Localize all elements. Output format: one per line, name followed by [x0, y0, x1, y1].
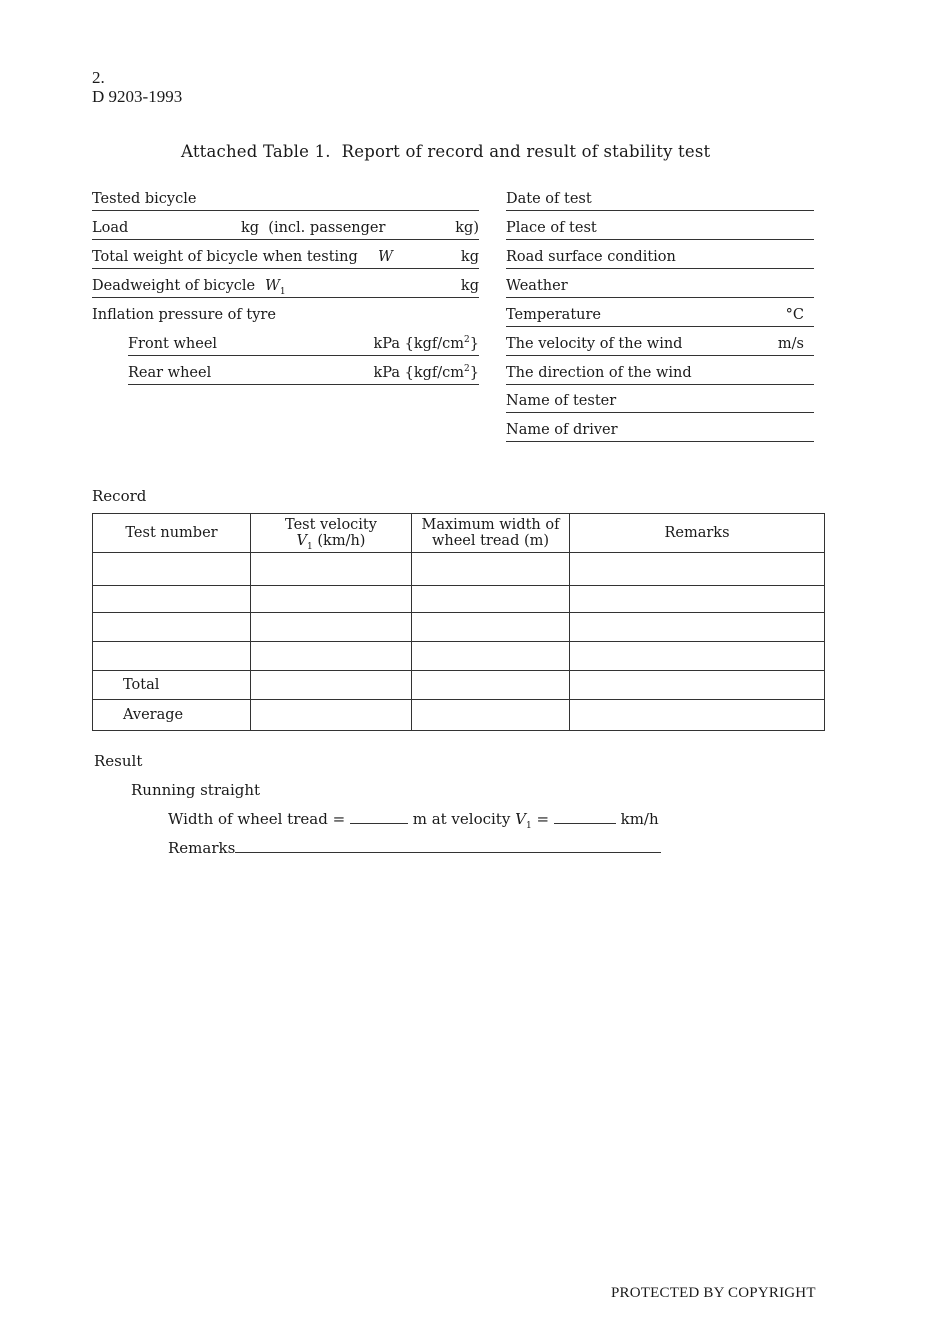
table-row [93, 553, 825, 586]
record-table [92, 513, 825, 731]
road-label: Road surface condition [506, 249, 676, 265]
page-title: Attached Table 1. Report of record and result of stability test [181, 142, 711, 161]
rear-pressure-close: } [469, 365, 479, 381]
result-remarks-line [168, 839, 661, 857]
total-weight-row [92, 246, 479, 269]
rear-pressure-unit: kPa {kgf/cm [373, 365, 465, 381]
date-label: Date of test [506, 191, 592, 207]
col-test-velocity [251, 514, 412, 553]
driver-label: Name of driver [506, 422, 618, 438]
tester-row [506, 390, 814, 413]
front-wheel-label: Front wheel [128, 336, 218, 352]
weather-row [506, 275, 814, 298]
date-row [506, 188, 814, 211]
width-of-tread-line [168, 810, 659, 831]
load-row [92, 217, 479, 240]
standard-code: D 9203-1993 [92, 87, 183, 106]
road-row [506, 246, 814, 269]
load-label: Load [92, 220, 129, 236]
running-straight-label: Running straight [131, 781, 261, 799]
front-pressure-sup: 2 [464, 335, 470, 346]
total-weight-unit: kg [460, 249, 479, 265]
place-row [506, 217, 814, 240]
total-row [93, 671, 825, 700]
driver-row [506, 419, 814, 442]
result-remarks-label: Remarks [168, 839, 236, 857]
temperature-label: Temperature [506, 307, 601, 323]
table-row [93, 613, 825, 642]
front-pressure-close: } [469, 336, 479, 352]
col-velocity-sub: 1 [307, 541, 313, 552]
weather-label: Weather [506, 278, 568, 294]
inflation-row [92, 304, 479, 326]
tester-label: Name of tester [506, 393, 617, 409]
table-header-row [93, 514, 825, 553]
temperature-unit: °C [785, 307, 804, 323]
rear-pressure-sup: 2 [464, 364, 470, 375]
width-blank [350, 823, 408, 824]
wind-direction-label: The direction of the wind [506, 365, 692, 381]
record-label: Record [92, 487, 147, 505]
front-pressure-unit: kPa {kgf/cm [373, 336, 465, 352]
page-number: 2. [92, 68, 105, 87]
deadweight-var: W [265, 278, 280, 294]
front-wheel-row [128, 333, 479, 356]
col-test-number: Test number [93, 514, 251, 553]
table-row [93, 586, 825, 613]
at-velocity-text: m at velocity [412, 810, 511, 828]
col-velocity-unit: (km/h) [317, 533, 366, 549]
total-weight-var: W [378, 249, 393, 265]
wind-direction-row [506, 362, 814, 385]
load-kg-passenger: kg (incl. passenger [241, 220, 386, 236]
average-row [93, 700, 825, 731]
col-velocity-var: V [296, 533, 308, 549]
average-label: Average [93, 700, 251, 731]
place-label: Place of test [506, 220, 597, 236]
copyright-notice: PROTECTED BY COPYRIGHT [611, 1285, 816, 1301]
rear-wheel-label: Rear wheel [128, 365, 212, 381]
velocity-blank [554, 823, 616, 824]
inflation-label: Inflation pressure of tyre [92, 307, 276, 323]
col-velocity-line1: Test velocity [285, 517, 377, 533]
col-remarks: Remarks [570, 514, 825, 553]
deadweight-unit: kg [460, 278, 479, 294]
equals-sign: = [536, 810, 550, 828]
load-kg-end: kg) [455, 220, 479, 236]
width-text: Width of wheel tread = [168, 810, 346, 828]
wind-velocity-unit: m/s [777, 336, 804, 352]
col-width-line2: wheel tread (m) [431, 533, 550, 549]
tested-bicycle-label: Tested bicycle [92, 191, 197, 207]
wind-velocity-row [506, 333, 814, 356]
wind-velocity-label: The velocity of the wind [506, 336, 683, 352]
deadweight-label: Deadweight of bicycle [92, 278, 256, 294]
total-weight-label: Total weight of bicycle when testing [92, 249, 358, 265]
total-label: Total [93, 671, 251, 700]
rear-wheel-row [128, 362, 479, 385]
col-width-line1: Maximum width of [421, 517, 560, 533]
temperature-row [506, 304, 814, 327]
deadweight-row [92, 275, 479, 298]
result-velocity-sub: 1 [525, 821, 532, 831]
result-velocity-var: V [515, 810, 526, 828]
table-row [93, 642, 825, 671]
result-label: Result [94, 752, 143, 770]
tested-bicycle-row [92, 188, 479, 211]
kmh-unit: km/h [620, 810, 659, 828]
remarks-blank [235, 852, 661, 853]
deadweight-sub: 1 [279, 286, 286, 297]
col-max-width [412, 514, 570, 553]
